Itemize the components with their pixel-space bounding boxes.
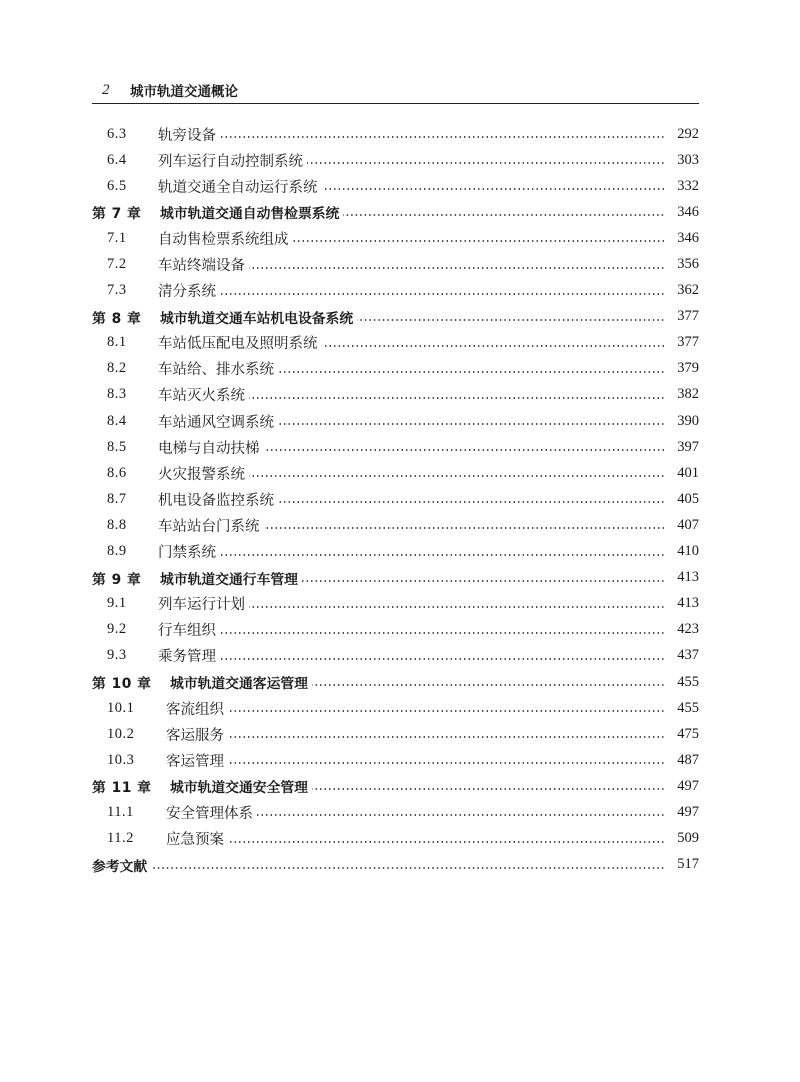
section-number: 11.1 (107, 803, 134, 820)
page-reference: 362 (677, 282, 699, 299)
page-reference: 423 (677, 621, 699, 638)
toc-section-row[interactable] (92, 721, 699, 747)
toc-section-row[interactable] (92, 460, 699, 486)
section-title: 门禁系统 (158, 545, 216, 562)
header-rule (92, 103, 699, 104)
table-of-contents (92, 121, 699, 878)
page-reference: 303 (677, 151, 699, 168)
toc-section-row[interactable] (92, 799, 699, 825)
section-title: 客流组织 (166, 701, 224, 718)
section-title: 乘务管理 (158, 649, 216, 666)
section-title: 车站终端设备 (158, 258, 245, 275)
page-reference: 397 (677, 438, 699, 455)
page-reference: 356 (677, 256, 699, 273)
section-number: 8.3 (107, 386, 127, 403)
toc-section-row[interactable] (92, 617, 699, 643)
toc-chapter-row[interactable] (92, 565, 699, 591)
page-reference: 379 (677, 360, 699, 377)
page-reference: 475 (677, 725, 699, 742)
dot-leader (278, 368, 665, 376)
section-number: 7.1 (107, 229, 127, 246)
toc-section-row[interactable] (92, 695, 699, 721)
toc-section-row[interactable] (92, 330, 699, 356)
section-number: 8.7 (107, 490, 127, 507)
section-title: 清分系统 (158, 284, 216, 301)
page-reference: 410 (677, 543, 699, 560)
section-number: 6.4 (107, 151, 127, 168)
chapter-title: 城市轨道交通自动售检票系统 (160, 206, 340, 223)
page-reference: 455 (677, 699, 699, 716)
section-title: 电梯与自动扶梯 (158, 440, 260, 457)
section-number: 7.3 (107, 282, 127, 299)
page-reference: 437 (677, 647, 699, 664)
book-title: 城市轨道交通概论 (130, 84, 238, 100)
toc-section-row[interactable] (92, 408, 699, 434)
dot-leader (293, 237, 666, 245)
dot-leader (322, 342, 666, 350)
section-title: 安全管理体系 (166, 805, 253, 822)
toc-section-row[interactable] (92, 278, 699, 304)
page-reference: 455 (677, 673, 699, 690)
dot-leader (220, 290, 665, 298)
toc-section-row[interactable] (92, 434, 699, 460)
toc-section-row[interactable] (92, 251, 699, 277)
page-reference: 405 (677, 490, 699, 507)
page-reference: 509 (677, 830, 699, 847)
dot-leader (220, 629, 665, 637)
dot-leader (220, 133, 665, 141)
section-title: 轨道交通全自动运行系统 (158, 179, 318, 196)
toc-section-row[interactable] (92, 512, 699, 538)
section-number: 8.2 (107, 360, 127, 377)
section-title: 自动售检票系统组成 (158, 231, 289, 248)
page-reference: 346 (677, 203, 699, 220)
section-title: 车站灭火系统 (158, 388, 245, 405)
toc-section-row[interactable] (92, 591, 699, 617)
section-title: 行车组织 (158, 623, 216, 640)
dot-leader (343, 211, 665, 219)
dot-leader (264, 446, 666, 454)
chapter-number: 第 7 章 (92, 206, 142, 223)
chapter-title: 城市轨道交通车站机电设备系统 (160, 310, 354, 327)
chapter-title: 城市轨道交通客运管理 (170, 676, 308, 693)
page-reference: 377 (677, 308, 699, 325)
dot-leader (249, 394, 665, 402)
section-title: 轨旁设备 (158, 127, 216, 144)
chapter-number: 第 9 章 (92, 571, 142, 588)
toc-section-row[interactable] (92, 539, 699, 565)
page-reference: 382 (677, 386, 699, 403)
dot-leader (264, 524, 666, 532)
section-title: 车站给、排水系统 (158, 362, 274, 379)
section-number: 7.2 (107, 256, 127, 273)
dot-leader (249, 264, 665, 272)
page-reference: 487 (677, 751, 699, 768)
toc-section-row[interactable] (92, 225, 699, 251)
toc-chapter-row[interactable] (92, 199, 699, 225)
page-reference: 332 (677, 177, 699, 194)
section-title: 客运管理 (166, 753, 224, 770)
dot-leader (257, 811, 665, 819)
section-number: 9.3 (107, 647, 127, 664)
section-number: 8.5 (107, 438, 127, 455)
section-number: 9.1 (107, 595, 127, 612)
section-number: 8.6 (107, 464, 127, 481)
toc-section-row[interactable] (92, 147, 699, 173)
toc-section-row[interactable] (92, 643, 699, 669)
page-reference: 390 (677, 412, 699, 429)
section-number: 6.3 (107, 125, 127, 142)
section-number: 8.1 (107, 334, 127, 351)
section-title: 客运服务 (166, 727, 224, 744)
chapter-title: 城市轨道交通安全管理 (170, 780, 308, 797)
dot-leader (249, 472, 665, 480)
dot-leader (220, 551, 665, 559)
page-reference: 517 (677, 856, 699, 873)
page-reference: 497 (677, 777, 699, 794)
section-title: 应急预案 (166, 832, 224, 849)
section-title: 车站通风空调系统 (158, 414, 274, 431)
toc-section-row[interactable] (92, 173, 699, 199)
page-reference: 401 (677, 464, 699, 481)
dot-leader (357, 316, 665, 324)
dot-leader (322, 185, 666, 193)
section-number: 10.3 (107, 751, 135, 768)
toc-chapter-row[interactable] (92, 669, 699, 695)
chapter-number: 第 11 章 (92, 780, 152, 797)
page-reference: 413 (677, 595, 699, 612)
dot-leader (220, 655, 665, 663)
running-header (92, 78, 699, 102)
section-number: 8.9 (107, 543, 127, 560)
dot-leader (312, 681, 665, 689)
section-title: 车站站台门系统 (158, 518, 260, 535)
dot-leader (278, 420, 665, 428)
section-title: 列车运行计划 (158, 597, 245, 614)
toc-chapter-row[interactable] (92, 773, 699, 799)
page-reference: 497 (677, 803, 699, 820)
toc-chapter-row[interactable] (92, 304, 699, 330)
dot-leader (312, 785, 665, 793)
chapter-number: 第 10 章 (92, 676, 152, 693)
dot-leader (278, 498, 665, 506)
section-number: 9.2 (107, 621, 127, 638)
toc-section-row[interactable] (92, 121, 699, 147)
dot-leader (151, 864, 665, 872)
dot-leader (228, 733, 665, 741)
page-reference: 413 (677, 569, 699, 586)
page-reference: 377 (677, 334, 699, 351)
section-number: 11.2 (107, 830, 134, 847)
toc-references-row[interactable] (92, 852, 699, 878)
page-reference: 346 (677, 229, 699, 246)
page-reference: 292 (677, 125, 699, 142)
section-number: 8.4 (107, 412, 127, 429)
chapter-number: 第 8 章 (92, 310, 142, 327)
section-title: 火灾报警系统 (158, 466, 245, 483)
toc-section-row[interactable] (92, 356, 699, 382)
section-title: 机电设备监控系统 (158, 492, 274, 509)
toc-section-row[interactable] (92, 747, 699, 773)
dot-leader (302, 577, 665, 585)
dot-leader (228, 759, 665, 767)
toc-section-row[interactable] (92, 486, 699, 512)
dot-leader (228, 838, 665, 846)
toc-section-row[interactable] (92, 382, 699, 408)
references-title: 参考文献 (92, 858, 148, 875)
dot-leader (228, 707, 665, 715)
dot-leader (249, 603, 665, 611)
section-number: 6.5 (107, 177, 127, 194)
page-reference: 407 (677, 516, 699, 533)
dot-leader (307, 159, 665, 167)
section-title: 车站低压配电及照明系统 (158, 336, 318, 353)
chapter-title: 城市轨道交通行车管理 (160, 571, 298, 588)
section-title: 列车运行自动控制系统 (158, 153, 303, 170)
section-number: 8.8 (107, 516, 127, 533)
section-number: 10.1 (107, 699, 135, 716)
toc-section-row[interactable] (92, 826, 699, 852)
section-number: 10.2 (107, 725, 135, 742)
page-number: 2 (102, 81, 110, 98)
